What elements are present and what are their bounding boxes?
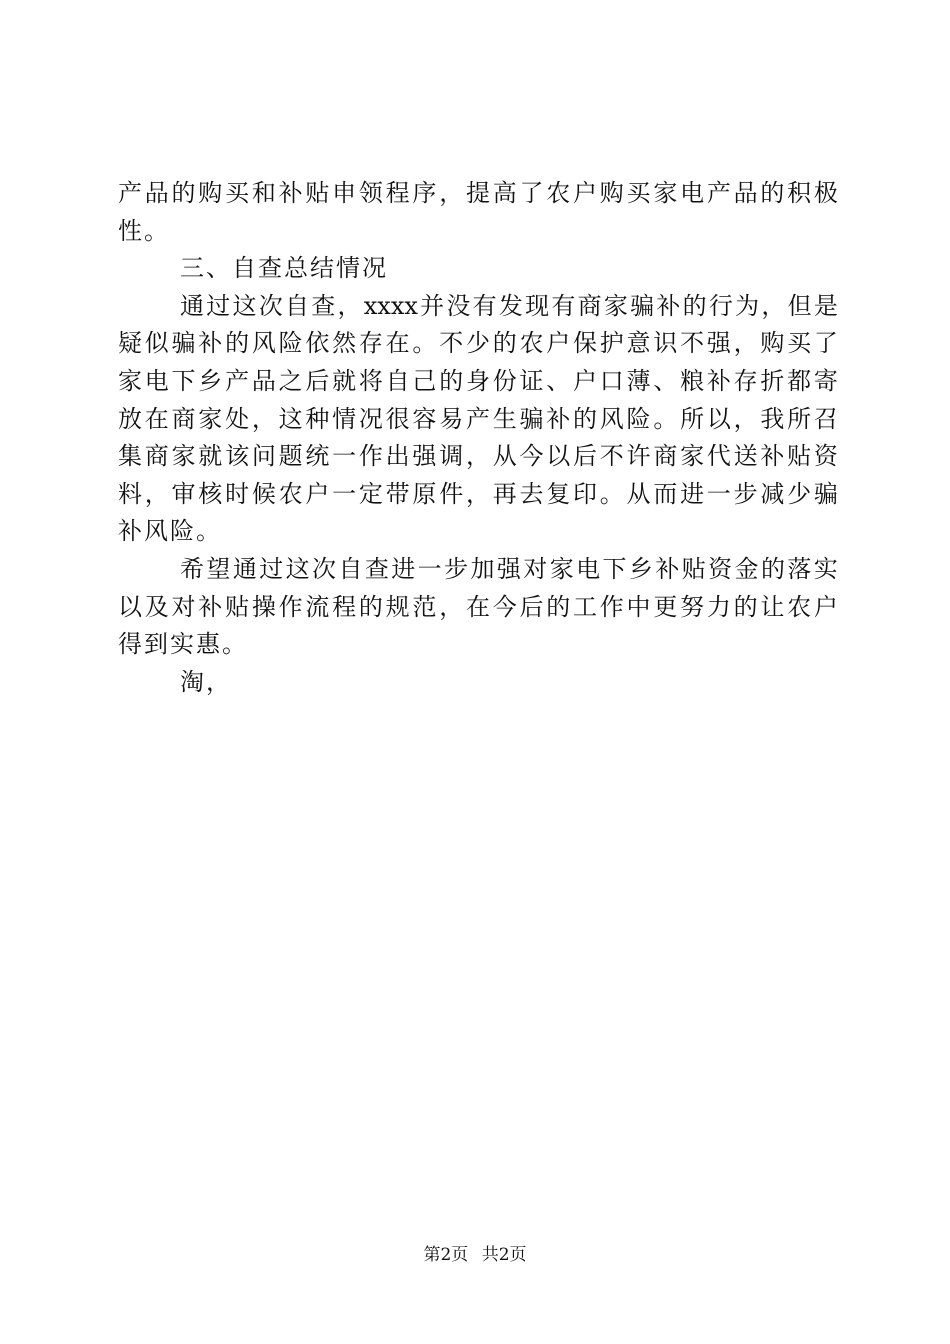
text-char: 有 xyxy=(472,291,497,320)
text-char: 所 xyxy=(680,404,705,433)
text-line xyxy=(118,213,838,251)
text-char: 过 xyxy=(259,554,284,583)
text-char: 户 xyxy=(305,479,330,508)
text-char: ， xyxy=(761,291,786,320)
text-char: 身 xyxy=(465,366,490,395)
text-char: 查 xyxy=(311,291,336,320)
text-char: ， xyxy=(733,404,758,433)
text-char: ， xyxy=(439,179,464,207)
text-char: 不 xyxy=(599,442,624,471)
text-char: 少 xyxy=(787,479,812,508)
text-char: 乡 xyxy=(628,554,653,583)
text-char: 努 xyxy=(680,592,705,621)
text-char: 家 xyxy=(171,442,196,471)
text-char: 口 xyxy=(599,366,624,395)
text-char: 序 xyxy=(412,179,437,207)
text-char: 。 xyxy=(599,479,624,508)
text-char: 寄 xyxy=(813,366,838,395)
text-char: 乡 xyxy=(198,366,223,395)
text-char: 这 xyxy=(232,291,257,320)
text-char: 补 xyxy=(546,404,571,433)
text-char: 证 xyxy=(519,366,544,395)
text-char: 时 xyxy=(225,479,250,508)
text-char: 产 xyxy=(225,366,250,395)
text-char: 积 xyxy=(787,179,812,207)
text-char: 电 xyxy=(680,179,705,207)
text-char: 次 xyxy=(312,554,337,583)
text-char: 件 xyxy=(439,479,464,508)
text-char: 中 xyxy=(626,592,651,621)
text-char: 存 xyxy=(733,366,758,395)
text-char: 户 xyxy=(546,329,571,358)
text-char: 产 xyxy=(706,179,731,207)
text-char: 、 xyxy=(546,366,571,395)
text-char: 今 xyxy=(492,592,517,621)
text-char: 种 xyxy=(305,404,330,433)
text-char: 的 xyxy=(682,291,707,320)
text-char: 就 xyxy=(332,366,357,395)
text-char: 的 xyxy=(358,592,383,621)
text-char: 和 xyxy=(251,179,276,207)
text-line xyxy=(118,589,838,627)
text-char: ， xyxy=(251,404,276,433)
text-char: 及 xyxy=(144,592,169,621)
text-char: 代 xyxy=(706,442,731,471)
text-char: 存 xyxy=(358,329,383,358)
text-char: 查 xyxy=(364,554,389,583)
text-char: 识 xyxy=(653,329,678,358)
text-char: 调 xyxy=(439,442,464,471)
text-char: 这 xyxy=(278,404,303,433)
text-char: 但 xyxy=(787,291,812,320)
text-char: 户 xyxy=(573,179,598,207)
text-char: 很 xyxy=(385,404,410,433)
text-char: 户 xyxy=(813,592,838,621)
text-char: 现 xyxy=(525,291,550,320)
text-char: 自 xyxy=(285,291,309,320)
text-char: 商 xyxy=(171,404,196,433)
text-char: 提 xyxy=(465,179,490,207)
text-char: 电 xyxy=(576,554,601,583)
text-char: 过 xyxy=(206,291,231,320)
text-char: 生 xyxy=(492,404,517,433)
text-char: 在 xyxy=(144,404,169,433)
text-char: 商 xyxy=(577,291,602,320)
text-char: 的 xyxy=(760,554,785,583)
text-char: 从 xyxy=(492,442,517,471)
text-line xyxy=(118,288,838,326)
text-char: 规 xyxy=(385,592,410,621)
text-char: 资 xyxy=(813,442,838,471)
text-char: 商 xyxy=(653,442,678,471)
text-char: 产 xyxy=(118,179,142,207)
text-char: 意 xyxy=(626,329,651,358)
text-char: 贴 xyxy=(225,592,250,621)
text-char: 骗 xyxy=(813,479,838,508)
text-line-content: 性。 xyxy=(118,216,170,245)
text-char: 补 xyxy=(198,592,223,621)
text-char: 力 xyxy=(706,592,731,621)
text-char: 带 xyxy=(385,479,410,508)
text-char: 进 xyxy=(391,554,416,583)
text-line xyxy=(118,664,838,702)
text-char: 从 xyxy=(626,479,651,508)
text-char: 更 xyxy=(653,592,678,621)
text-char: 而 xyxy=(653,479,678,508)
text-char: 通 xyxy=(180,291,204,320)
text-char: 作 xyxy=(599,592,624,621)
text-char: 折 xyxy=(760,366,785,395)
text-char: 去 xyxy=(519,479,544,508)
text-char: ， xyxy=(465,442,490,471)
text-char: 程 xyxy=(385,179,410,207)
text-char: 容 xyxy=(412,404,437,433)
text-char: 农 xyxy=(519,329,544,358)
text-char: 家 xyxy=(549,554,574,583)
text-char: 减 xyxy=(760,479,785,508)
text-char: 出 xyxy=(385,442,410,471)
text-char: 。 xyxy=(653,404,678,433)
text-char: 购 xyxy=(599,179,624,207)
text-char: 下 xyxy=(171,366,196,395)
text-char: 不 xyxy=(439,329,464,358)
text-char: 高 xyxy=(492,179,517,207)
text-char: 对 xyxy=(171,592,196,621)
text-char: 题 xyxy=(278,442,303,471)
text-char: 下 xyxy=(602,554,627,583)
text-char: 疑 xyxy=(118,329,142,358)
text-char: 在 xyxy=(385,329,410,358)
text-char: 所 xyxy=(787,404,812,433)
text-char: 以 xyxy=(118,592,142,621)
text-char: 有 xyxy=(551,291,576,320)
text-line xyxy=(118,175,838,213)
text-char: 的 xyxy=(439,366,464,395)
text-char: 今 xyxy=(519,442,544,471)
text-char: 流 xyxy=(305,592,330,621)
text-char: 补 xyxy=(655,554,680,583)
text-line xyxy=(118,438,838,476)
text-char: ， xyxy=(144,479,169,508)
text-char: 补 xyxy=(198,329,223,358)
text-char: 之 xyxy=(278,366,303,395)
text-char: 核 xyxy=(198,479,223,508)
text-char: 行 xyxy=(708,291,733,320)
text-char: 候 xyxy=(251,479,276,508)
text-line xyxy=(118,626,838,664)
text-char: 后 xyxy=(519,592,544,621)
text-char: 申 xyxy=(332,179,357,207)
text-line xyxy=(118,401,838,439)
text-char: 的 xyxy=(225,329,250,358)
text-char: ， xyxy=(733,329,758,358)
text-char: 情 xyxy=(332,404,357,433)
text-char: 补 xyxy=(706,366,731,395)
text-char: 对 xyxy=(523,554,548,583)
text-char: 没 xyxy=(446,291,471,320)
text-char: 该 xyxy=(225,442,250,471)
text-char: 家 xyxy=(603,291,628,320)
text-char: 的 xyxy=(733,592,758,621)
text-char: 为 xyxy=(735,291,760,320)
text-char: 补 xyxy=(656,291,681,320)
text-char: 原 xyxy=(412,479,437,508)
text-char: 工 xyxy=(573,592,598,621)
text-char: 户 xyxy=(573,366,598,395)
text-char: 农 xyxy=(787,592,812,621)
text-char: 将 xyxy=(358,366,383,395)
page-number: 第2页 xyxy=(423,1245,469,1265)
text-char: 依 xyxy=(305,329,330,358)
text-char: 护 xyxy=(599,329,624,358)
text-char: 购 xyxy=(760,329,785,358)
text-char: 印 xyxy=(573,479,598,508)
text-char: 加 xyxy=(470,554,495,583)
text-char: 份 xyxy=(492,366,517,395)
text-char: 召 xyxy=(813,404,838,433)
text-char: 定 xyxy=(358,479,383,508)
text-char: 复 xyxy=(546,479,571,508)
text-line-content: 补风险。 xyxy=(118,517,222,546)
text-char: xxxx xyxy=(363,291,418,320)
text-char: 。 xyxy=(412,329,437,358)
text-line xyxy=(118,363,838,401)
text-char: 骗 xyxy=(519,404,544,433)
text-char: 这 xyxy=(285,554,310,583)
text-char: 一 xyxy=(706,479,731,508)
text-char: 发 xyxy=(498,291,523,320)
text-char: 薄 xyxy=(626,366,651,395)
text-line-content: 淘， xyxy=(180,667,232,696)
text-char: 险 xyxy=(626,404,651,433)
text-char: 的 xyxy=(546,592,571,621)
text-char: 强 xyxy=(412,442,437,471)
text-char: 实 xyxy=(813,554,838,583)
text-char: 贴 xyxy=(787,442,812,471)
text-char: 希 xyxy=(180,554,204,583)
text-char: 通 xyxy=(232,554,257,583)
text-char: 品 xyxy=(144,179,169,207)
text-char: 农 xyxy=(278,479,303,508)
text-char: 处 xyxy=(225,404,250,433)
text-char: 的 xyxy=(573,404,598,433)
text-char: 保 xyxy=(573,329,598,358)
text-char: 后 xyxy=(573,442,598,471)
text-line-content: 得到实惠。 xyxy=(118,630,248,659)
text-char: 许 xyxy=(626,442,651,471)
text-char: 程 xyxy=(332,592,357,621)
text-char: 作 xyxy=(278,592,303,621)
text-char: 险 xyxy=(278,329,303,358)
text-char: 不 xyxy=(680,329,705,358)
text-char: 金 xyxy=(734,554,759,583)
text-char: 品 xyxy=(251,366,276,395)
text-char: 都 xyxy=(787,366,812,395)
text-char: ， xyxy=(337,291,362,320)
text-char: 的 xyxy=(760,179,785,207)
text-char: 作 xyxy=(358,442,383,471)
text-char: 家 xyxy=(680,442,705,471)
text-char: 的 xyxy=(171,179,196,207)
text-char: 自 xyxy=(338,554,363,583)
text-char: 粮 xyxy=(680,366,705,395)
text-char: 产 xyxy=(465,404,490,433)
text-char: 风 xyxy=(599,404,624,433)
text-char: 是 xyxy=(813,291,838,320)
text-line xyxy=(118,513,838,551)
text-char: 贴 xyxy=(305,179,330,207)
text-char: 的 xyxy=(492,329,517,358)
text-char: 强 xyxy=(706,329,731,358)
text-char: 、 xyxy=(653,366,678,395)
text-char: 然 xyxy=(332,329,357,358)
text-char: 进 xyxy=(680,479,705,508)
text-char: 并 xyxy=(420,291,445,320)
text-char: 望 xyxy=(206,554,231,583)
text-char: 少 xyxy=(465,329,490,358)
text-char: 买 xyxy=(626,179,651,207)
text-char: 让 xyxy=(760,592,785,621)
text-char: 落 xyxy=(787,554,812,583)
text-char: 步 xyxy=(733,479,758,508)
section-heading-text: 三、自查总结情况 xyxy=(180,254,388,283)
text-char: 易 xyxy=(439,404,464,433)
text-char: 集 xyxy=(118,442,142,471)
text-char: 补 xyxy=(760,442,785,471)
text-char: 一 xyxy=(417,554,442,583)
text-char: 一 xyxy=(332,442,357,471)
text-char: 买 xyxy=(787,329,812,358)
text-char: 放 xyxy=(118,404,142,433)
text-char: ， xyxy=(465,479,490,508)
text-char: 统 xyxy=(305,442,330,471)
text-char: ， xyxy=(439,592,464,621)
text-char: 家 xyxy=(198,404,223,433)
text-char: 似 xyxy=(144,329,169,358)
text-char: 极 xyxy=(813,179,838,207)
text-char: 商 xyxy=(144,442,169,471)
section-heading xyxy=(118,250,838,288)
text-char: 就 xyxy=(198,442,223,471)
text-char: 风 xyxy=(251,329,276,358)
text-char: 在 xyxy=(465,592,490,621)
text-char: 农 xyxy=(546,179,571,207)
text-char: 审 xyxy=(171,479,196,508)
text-char: 范 xyxy=(412,592,437,621)
text-char: 骗 xyxy=(171,329,196,358)
text-char: 我 xyxy=(760,404,785,433)
text-char: 电 xyxy=(144,366,169,395)
text-char: 操 xyxy=(251,592,276,621)
text-char: 次 xyxy=(258,291,283,320)
text-char: 领 xyxy=(358,179,383,207)
text-char: 买 xyxy=(225,179,250,207)
text-line xyxy=(118,476,838,514)
page-footer xyxy=(0,1243,950,1267)
document-body xyxy=(118,175,838,701)
text-char: 强 xyxy=(496,554,521,583)
text-char: 了 xyxy=(519,179,544,207)
text-char: 一 xyxy=(332,479,357,508)
page-total: 共2页 xyxy=(481,1245,527,1265)
text-char: 后 xyxy=(305,366,330,395)
text-char: 家 xyxy=(118,366,142,395)
text-char: 送 xyxy=(733,442,758,471)
text-char: 问 xyxy=(251,442,276,471)
text-char: 步 xyxy=(444,554,469,583)
text-char: 家 xyxy=(653,179,678,207)
text-char: 以 xyxy=(546,442,571,471)
text-char: 贴 xyxy=(681,554,706,583)
text-char: 况 xyxy=(358,404,383,433)
text-char: 骗 xyxy=(630,291,655,320)
text-line xyxy=(118,325,838,363)
text-char: 己 xyxy=(412,366,437,395)
text-char: 资 xyxy=(708,554,733,583)
text-char: 料 xyxy=(118,479,142,508)
text-char: 购 xyxy=(198,179,223,207)
text-char: 自 xyxy=(385,366,410,395)
text-char: 了 xyxy=(813,329,838,358)
text-char: 以 xyxy=(706,404,731,433)
text-char: 再 xyxy=(492,479,517,508)
text-char: 补 xyxy=(278,179,303,207)
text-char: 品 xyxy=(733,179,758,207)
text-line xyxy=(118,551,838,589)
